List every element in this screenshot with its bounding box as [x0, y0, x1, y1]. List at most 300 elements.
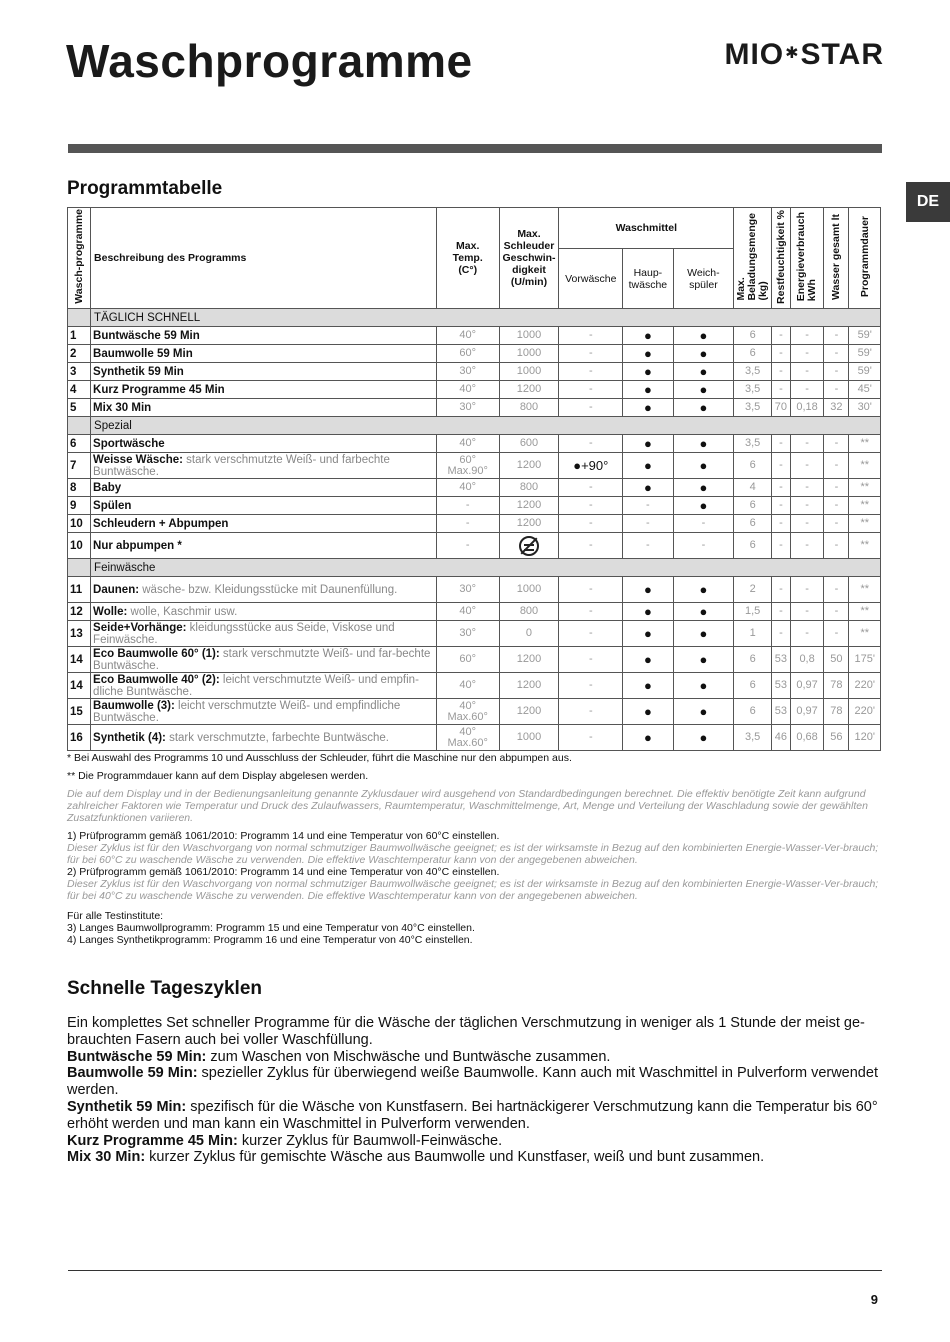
cell-load: 6 — [734, 673, 772, 699]
row-number: 13 — [68, 621, 91, 647]
cell-soft: ● — [673, 699, 734, 725]
note-7: Dieser Zyklus ist für den Waschvorgang von normal schmutziger Baumwollwäsche geeignet; es ist der wirksamste in Bezug auf den kombinierten Energie-Wasser-Ver-brauch; für bei 40°C zu waschende Wäsche zu verwenden. Die effektive Waschtemperatur kann von der angegebenen abweichen. — [67, 878, 879, 902]
cell-temp: - — [436, 497, 499, 515]
page-title: Waschprogramme — [66, 35, 473, 87]
col-mainwash: Haup- twäsche — [623, 249, 673, 309]
no-spin-icon — [519, 536, 539, 556]
quick-item-text: kurzer Zyklus für gemischte Wäsche aus Baumwolle und Kunstfaser, weiß und bunt zusammen. — [145, 1149, 765, 1166]
cell-dur: ** — [849, 497, 881, 515]
quick-item-label: Buntwäsche 59 Min: — [67, 1048, 207, 1065]
row-number: 10 — [68, 533, 91, 559]
cell-spin: 1200 — [499, 381, 559, 399]
cell-spin: 600 — [499, 435, 559, 453]
cell-spin: 1200 — [499, 515, 559, 533]
program-name: Daunen: — [93, 583, 140, 596]
table-row — [68, 603, 881, 621]
cell-temp: 40° — [436, 673, 499, 699]
row-description — [91, 327, 437, 345]
col-description: Beschreibung des Programms — [91, 208, 437, 309]
program-name: Sportwäsche — [93, 437, 165, 450]
program-name: Wolle: — [93, 605, 128, 618]
top-divider — [68, 144, 882, 153]
row-number: 15 — [68, 699, 91, 725]
cell-pre: - — [559, 603, 623, 621]
program-name: Eco Baumwolle 60° (1): — [93, 647, 220, 660]
cell-soft: ● — [673, 647, 734, 673]
program-name: Eco Baumwolle 40° (2): — [93, 673, 220, 686]
cell-dur: ** — [849, 479, 881, 497]
program-detail: stark verschmutzte Weiß- und farbechte Buntwäsche. — [93, 453, 390, 478]
cell-soft: ● — [673, 603, 734, 621]
cell-pre: - — [559, 327, 623, 345]
table-row — [68, 497, 881, 515]
cell-spin: 0 — [499, 621, 559, 647]
program-detail: leicht verschmutzte Weiß- und empfindliche Buntwäsche. — [93, 699, 401, 724]
cell-res: - — [771, 479, 790, 497]
cell-soft: ● — [673, 673, 734, 699]
cell-main: ● — [623, 381, 673, 399]
program-detail: leicht verschmutzte Weiß- und empfin-dliche Buntwäsche. — [93, 673, 419, 698]
note-1: * Bei Auswahl des Programms 10 und Ausschluss der Schleuder, führt die Maschine nur den abpumpen aus. — [67, 752, 572, 764]
row-number: 1 — [68, 327, 91, 345]
table-row — [68, 577, 881, 603]
cell-pre: - — [559, 577, 623, 603]
cell-pre: - — [559, 647, 623, 673]
cell-water: 32 — [824, 399, 849, 417]
table-row — [68, 699, 881, 725]
table-row — [68, 515, 881, 533]
brand-logo-left: MIO — [724, 38, 785, 71]
row-number: 8 — [68, 479, 91, 497]
bottom-divider — [68, 1270, 882, 1271]
cell-load: 3,5 — [734, 399, 772, 417]
cell-spin: 1200 — [499, 647, 559, 673]
cell-load: 3,5 — [734, 725, 772, 751]
cell-res: 53 — [771, 673, 790, 699]
cell-res: 53 — [771, 647, 790, 673]
row-description — [91, 381, 437, 399]
cell-spin: 1200 — [499, 453, 559, 479]
cell-pre: - — [559, 621, 623, 647]
table-row — [68, 345, 881, 363]
cell-res: - — [771, 327, 790, 345]
row-description — [91, 363, 437, 381]
cell-energy: - — [790, 577, 824, 603]
section-title: TÄGLICH SCHNELL — [91, 309, 881, 327]
quick-item-text: spezifisch für die Wäsche von Kunstfasern. Bei hartnäckigerer Verschmutzung kann die Temperatur bis 60° erhöht werden und man kann ein Waschmittel in Pulverform verwenden. — [67, 1098, 878, 1132]
table-row — [68, 327, 881, 345]
cell-temp: 40° — [436, 381, 499, 399]
table-section-title: Programmtabelle — [67, 178, 223, 199]
cell-pre: - — [559, 479, 623, 497]
cell-water: 56 — [824, 725, 849, 751]
section-title: Feinwäsche — [91, 559, 881, 577]
cell-water: 78 — [824, 699, 849, 725]
row-number: 10 — [68, 515, 91, 533]
section-spacer — [68, 417, 91, 435]
program-name: Mix 30 Min — [93, 401, 152, 414]
language-tab: DE — [906, 182, 950, 222]
cell-pre: - — [559, 533, 623, 559]
cell-dur: 175' — [849, 647, 881, 673]
cell-soft: ● — [673, 497, 734, 515]
cell-spin: 1000 — [499, 363, 559, 381]
program-detail: wolle, Kaschmir usw. — [127, 605, 238, 618]
cell-load: 2 — [734, 577, 772, 603]
cell-water: - — [824, 603, 849, 621]
cell-soft: ● — [673, 621, 734, 647]
note-2: ** Die Programmdauer kann auf dem Display abgelesen werden. — [67, 770, 369, 782]
cell-water: - — [824, 363, 849, 381]
quick-item — [67, 1133, 882, 1150]
table-row — [68, 399, 881, 417]
cell-temp: 30° — [436, 399, 499, 417]
cell-temp: 60° Max.90° — [436, 453, 499, 479]
cell-res: - — [771, 435, 790, 453]
cell-load: 3,5 — [734, 363, 772, 381]
cell-temp: 60° — [436, 345, 499, 363]
cell-load: 4 — [734, 479, 772, 497]
quick-item-text: zum Waschen von Mischwäsche und Buntwäsche zusammen. — [206, 1048, 611, 1065]
program-name: Weisse Wäsche: — [93, 453, 183, 466]
cell-pre: - — [559, 381, 623, 399]
cell-main: ● — [623, 577, 673, 603]
row-number: 16 — [68, 725, 91, 751]
col-programme: Wasch-programme — [68, 208, 91, 309]
cell-main: ● — [623, 621, 673, 647]
cell-main: ● — [623, 327, 673, 345]
row-description — [91, 621, 437, 647]
cell-spin: 800 — [499, 479, 559, 497]
row-number: 3 — [68, 363, 91, 381]
cell-energy: - — [790, 497, 824, 515]
table-row — [68, 725, 881, 751]
cell-load: 3,5 — [734, 435, 772, 453]
quick-section-body — [67, 1015, 882, 1166]
program-name: Spülen — [93, 499, 132, 512]
cell-water: - — [824, 435, 849, 453]
cell-pre: - — [559, 497, 623, 515]
cell-main: ● — [623, 363, 673, 381]
cell-load: 6 — [734, 453, 772, 479]
row-description — [91, 533, 437, 559]
cell-dur: 45' — [849, 381, 881, 399]
cell-pre: ●+90° — [559, 453, 623, 479]
cell-res: - — [771, 497, 790, 515]
cell-water: - — [824, 479, 849, 497]
cell-soft: ● — [673, 327, 734, 345]
table-row — [68, 673, 881, 699]
cell-temp: 40° Max.60° — [436, 725, 499, 751]
cell-res: - — [771, 621, 790, 647]
cell-spin: 1000 — [499, 725, 559, 751]
cell-main: ● — [623, 453, 673, 479]
cell-spin: 1200 — [499, 497, 559, 515]
cell-main: ● — [623, 647, 673, 673]
cell-energy: 0,18 — [790, 399, 824, 417]
cell-res: 46 — [771, 725, 790, 751]
cell-energy: - — [790, 515, 824, 533]
row-description — [91, 435, 437, 453]
cell-temp: 40° — [436, 603, 499, 621]
cell-temp: 40° — [436, 327, 499, 345]
cell-dur: 59' — [849, 363, 881, 381]
cell-main: - — [623, 515, 673, 533]
col-water: Wasser gesamt lt — [824, 208, 849, 309]
cell-res: - — [771, 345, 790, 363]
cell-temp: 30° — [436, 577, 499, 603]
cell-pre: - — [559, 673, 623, 699]
program-name: Buntwäsche 59 Min — [93, 329, 200, 342]
cell-main: - — [623, 497, 673, 515]
cell-dur: ** — [849, 621, 881, 647]
quick-item-text: kurzer Zyklus für Baumwoll-Feinwäsche. — [237, 1132, 503, 1149]
cell-res: - — [771, 577, 790, 603]
row-number: 9 — [68, 497, 91, 515]
cell-energy: - — [790, 453, 824, 479]
cell-main: ● — [623, 603, 673, 621]
cell-temp: 30° — [436, 621, 499, 647]
section-title: Spezial — [91, 417, 881, 435]
table-notes — [67, 752, 882, 946]
table-row — [68, 363, 881, 381]
cell-soft: - — [673, 533, 734, 559]
cell-main: ● — [623, 435, 673, 453]
row-number: 12 — [68, 603, 91, 621]
cell-main: ● — [623, 699, 673, 725]
cell-dur: ** — [849, 435, 881, 453]
cell-water: - — [824, 453, 849, 479]
table-row — [68, 621, 881, 647]
cell-water: - — [824, 327, 849, 345]
quick-intro: Ein komplettes Set schneller Programme für die Wäsche der täglichen Verschmutzung in weniger als 1 Stunde der meist ge-brauchten Fasern auch bei voller Waschfüllung. — [67, 1015, 865, 1048]
cell-pre: - — [559, 345, 623, 363]
cell-spin: 1000 — [499, 345, 559, 363]
cell-spin: 1000 — [499, 327, 559, 345]
star-icon: ✱ — [785, 45, 800, 62]
cell-spin: 1200 — [499, 699, 559, 725]
section-spacer — [68, 559, 91, 577]
program-detail: stark verschmutzte Weiß- und far-bechte Buntwäsche. — [93, 647, 431, 672]
cell-dur: ** — [849, 577, 881, 603]
col-softener: Weich- spüler — [673, 249, 734, 309]
row-number: 2 — [68, 345, 91, 363]
row-number: 11 — [68, 577, 91, 603]
cell-temp: 30° — [436, 363, 499, 381]
section-spacer — [68, 309, 91, 327]
cell-main: ● — [623, 725, 673, 751]
cell-res: 53 — [771, 699, 790, 725]
cell-energy: - — [790, 479, 824, 497]
cell-energy: 0,97 — [790, 673, 824, 699]
cell-energy: - — [790, 533, 824, 559]
cell-pre: - — [559, 515, 623, 533]
program-detail: stark verschmutzte, farbechte Buntwäsche. — [165, 731, 389, 744]
cell-water: - — [824, 515, 849, 533]
row-description — [91, 479, 437, 497]
table-row — [68, 479, 881, 497]
cell-spin: 1000 — [499, 577, 559, 603]
cell-load: 1 — [734, 621, 772, 647]
row-description — [91, 699, 437, 725]
cell-energy: - — [790, 603, 824, 621]
cell-dur: 220' — [849, 699, 881, 725]
cell-pre: - — [559, 363, 623, 381]
brand-logo-right: STAR — [800, 38, 884, 71]
cell-dur: ** — [849, 453, 881, 479]
cell-spin: 800 — [499, 399, 559, 417]
quick-item-label: Synthetik 59 Min: — [67, 1098, 187, 1115]
quick-item-text: spezieller Zyklus für überwiegend weiße Baumwolle. Kann auch mit Waschmittel in Pulverform verwendet werden. — [67, 1065, 878, 1099]
program-name: Nur abpumpen * — [93, 539, 182, 552]
cell-water: - — [824, 533, 849, 559]
note-8: Für alle Testinstitute: — [67, 910, 164, 922]
col-temp: Max. Temp. (C°) — [436, 208, 499, 309]
row-description — [91, 453, 437, 479]
cell-water: - — [824, 577, 849, 603]
cell-temp: - — [436, 533, 499, 559]
program-name: Synthetik (4): — [93, 731, 166, 744]
row-number: 14 — [68, 673, 91, 699]
row-number: 14 — [68, 647, 91, 673]
cell-dur: ** — [849, 603, 881, 621]
note-4: 1) Prüfprogramm gemäß 1061/2010: Programm 14 und eine Temperatur von 60°C einstellen. — [67, 830, 500, 842]
cell-water: - — [824, 497, 849, 515]
cell-spin: 1200 — [499, 673, 559, 699]
col-prewash: Vorwäsche — [559, 249, 623, 309]
table-row — [68, 453, 881, 479]
row-number: 7 — [68, 453, 91, 479]
cell-load: 6 — [734, 345, 772, 363]
cell-energy: - — [790, 621, 824, 647]
cell-dur: 220' — [849, 673, 881, 699]
cell-load: 1,5 — [734, 603, 772, 621]
program-name: Baumwolle 59 Min — [93, 347, 193, 360]
cell-load: 3,5 — [734, 381, 772, 399]
cell-res: - — [771, 603, 790, 621]
table-section-row — [68, 559, 881, 577]
cell-soft: ● — [673, 453, 734, 479]
cell-dur: ** — [849, 533, 881, 559]
table-row — [68, 533, 881, 559]
quick-item — [67, 1049, 882, 1066]
cell-soft: ● — [673, 479, 734, 497]
col-detergents: Waschmittel — [559, 208, 734, 249]
note-6: 2) Prüfprogramm gemäß 1061/2010: Programm 14 und eine Temperatur von 40°C einstellen. — [67, 866, 500, 878]
table-row — [68, 647, 881, 673]
cell-water: 50 — [824, 647, 849, 673]
row-description — [91, 497, 437, 515]
row-description — [91, 515, 437, 533]
note-10: 4) Langes Synthetikprogramm: Programm 16 und eine Temperatur von 40°C einstellen. — [67, 934, 473, 946]
row-number: 4 — [68, 381, 91, 399]
cell-temp: - — [436, 515, 499, 533]
row-description — [91, 647, 437, 673]
row-description — [91, 577, 437, 603]
cell-spin — [499, 533, 559, 559]
brand-logo — [724, 38, 884, 72]
cell-soft: ● — [673, 399, 734, 417]
row-number: 6 — [68, 435, 91, 453]
program-detail: kleidungsstücke aus Seide, Viskose und Feinwäsche. — [93, 621, 395, 646]
cell-energy: 0,8 — [790, 647, 824, 673]
cell-load: 6 — [734, 533, 772, 559]
cell-dur: ** — [849, 515, 881, 533]
cell-energy: - — [790, 435, 824, 453]
cell-res: - — [771, 381, 790, 399]
cell-pre: - — [559, 725, 623, 751]
cell-temp: 60° — [436, 647, 499, 673]
cell-water: - — [824, 345, 849, 363]
cell-load: 6 — [734, 647, 772, 673]
cell-soft: ● — [673, 435, 734, 453]
cell-main: ● — [623, 399, 673, 417]
row-number: 5 — [68, 399, 91, 417]
cell-main: ● — [623, 673, 673, 699]
page-number: 9 — [870, 1292, 878, 1307]
cell-res: - — [771, 453, 790, 479]
cell-dur: 120' — [849, 725, 881, 751]
program-name: Synthetik 59 Min — [93, 365, 184, 378]
col-duration: Programmdauer — [849, 208, 881, 309]
cell-load: 6 — [734, 497, 772, 515]
quick-item — [67, 1099, 882, 1133]
cell-main: ● — [623, 479, 673, 497]
cell-main: - — [623, 533, 673, 559]
cell-energy: - — [790, 327, 824, 345]
cell-main: ● — [623, 345, 673, 363]
cell-energy: 0,97 — [790, 699, 824, 725]
cell-soft: ● — [673, 577, 734, 603]
cell-energy: - — [790, 345, 824, 363]
cell-dur: 59' — [849, 327, 881, 345]
cell-res: 70 — [771, 399, 790, 417]
cell-energy: - — [790, 381, 824, 399]
cell-load: 6 — [734, 699, 772, 725]
col-energy: Energieverbrauch kWh — [790, 208, 824, 309]
cell-water: - — [824, 381, 849, 399]
note-9: 3) Langes Baumwollprogramm: Programm 15 und eine Temperatur von 40°C einstellen. — [67, 922, 475, 934]
program-name: Schleudern + Abpumpen — [93, 517, 229, 530]
quick-item-label: Mix 30 Min: — [67, 1149, 146, 1166]
table-section-row — [68, 309, 881, 327]
quick-item — [67, 1065, 882, 1099]
cell-temp: 40° — [436, 435, 499, 453]
cell-energy: - — [790, 363, 824, 381]
cell-soft: ● — [673, 381, 734, 399]
note-3: Die auf dem Display und in der Bedienungsanleitung genannte Zyklusdauer wird ausgehend von Standardbedingungen berechnet. Die effektiv benötigte Zeit kann aufgrund zahlreicher Faktoren wie Temperatur und Druck des Zulaufwassers, Raumtemperatur, Waschmittelmenge, Art, Menge und Verteilung der Waschladung sowie der gewählten Zusatzfunktionen variieren. — [67, 788, 868, 824]
program-name: Baby — [93, 481, 122, 494]
cell-pre: - — [559, 435, 623, 453]
table-section-row — [68, 417, 881, 435]
table-row — [68, 435, 881, 453]
row-description — [91, 673, 437, 699]
cell-res: - — [771, 363, 790, 381]
row-description — [91, 399, 437, 417]
cell-dur: 30' — [849, 399, 881, 417]
col-load: Max. Beladungsmenge (kg) — [734, 208, 772, 309]
cell-load: 6 — [734, 327, 772, 345]
cell-pre: - — [559, 399, 623, 417]
cell-spin: 800 — [499, 603, 559, 621]
quick-item-label: Baumwolle 59 Min: — [67, 1065, 198, 1082]
cell-temp: 40° Max.60° — [436, 699, 499, 725]
cell-dur: 59' — [849, 345, 881, 363]
cell-res: - — [771, 515, 790, 533]
cell-pre: - — [559, 699, 623, 725]
cell-soft: ● — [673, 363, 734, 381]
col-residual: Restfeuchtigkeit % — [771, 208, 790, 309]
